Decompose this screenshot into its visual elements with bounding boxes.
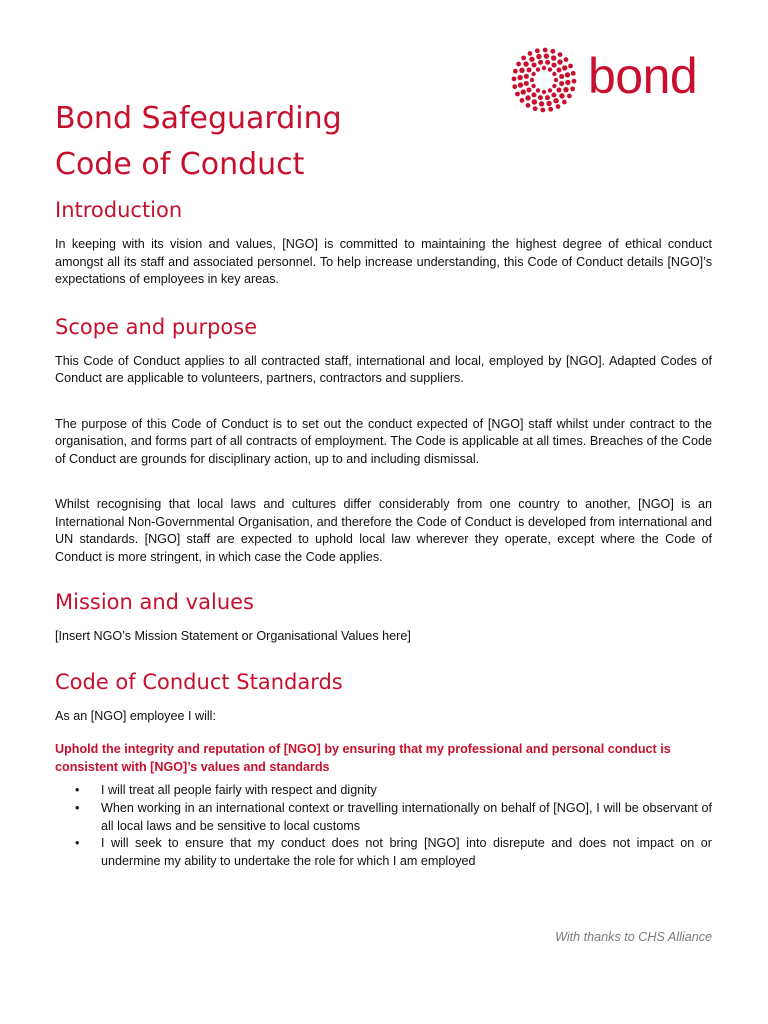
logo-dot [568, 64, 573, 69]
logo-dot [531, 72, 535, 76]
standards-bullet-list [55, 782, 712, 871]
logo-dot [529, 57, 534, 62]
logo-dot [513, 69, 518, 74]
logo-dot [545, 60, 550, 65]
logo-dot [557, 68, 562, 73]
logo-dot [532, 63, 537, 68]
logo-dot [527, 87, 532, 92]
logo-dot [519, 68, 524, 73]
title-line-1: Bond Safeguarding [55, 101, 342, 136]
logo-dot [517, 75, 522, 80]
logo-dot [536, 54, 541, 59]
bullet-icon: • [75, 836, 80, 851]
logo-dot [521, 56, 526, 61]
logo-dot [512, 84, 517, 89]
logo-dot [571, 71, 576, 76]
footer-credit: With thanks to CHS Alliance [555, 930, 712, 944]
logo-dot [548, 88, 552, 92]
logo-dot [535, 48, 540, 53]
logo-dot [557, 59, 562, 64]
title-line-2: Code of Conduct [55, 147, 305, 182]
logo-dot [564, 57, 569, 62]
logo-dot [542, 66, 546, 70]
logo-dot [552, 72, 556, 76]
logo-dot [528, 51, 533, 56]
paragraph-standards-intro: As an [NGO] employee I will: [55, 708, 216, 723]
logo-dot [542, 90, 546, 94]
logo-dot [548, 67, 552, 71]
heading-introduction: Introduction [55, 198, 183, 222]
logo-dot [565, 80, 570, 85]
logo-dot [524, 74, 529, 79]
logo-dot [554, 78, 558, 82]
paragraph-scope-1: This Code of Conduct applies to all contracted staff, international and local, employed by [NGO]. Adapted Codes of Conduct are applicable to volunteers, partners, contractors and suppliers. [55, 353, 712, 385]
logo-dot [559, 74, 564, 79]
bullet-icon: • [75, 783, 80, 797]
logo-dot [551, 55, 556, 60]
logo-dot [552, 63, 557, 68]
list-item-text: I will seek to ensure that my conduct does not bring [NGO] into disrepute and does not impact on or undermine my ability to undertake the role for which I am employed [101, 836, 712, 869]
paragraph-scope-3: Whilst recognising that local laws and cultures differ considerably from one country to another, [NGO] is an International Non-Governmental Organisation, and therefore the Code of Conduct is developed from international and UN standards. [NGO] staff are expected to uphold local law wherever they operate, except where the Code of Conduct is more stringent, in which case the Code applies. [55, 497, 712, 564]
logo-dot [530, 78, 534, 82]
logo-dot [518, 82, 523, 87]
logo-dot [523, 61, 528, 66]
logo-dot [536, 88, 540, 92]
paragraph-scope-2: The purpose of this Code of Conduct is to set out the conduct expected of [NGO] staff whilst under contract to the organisation, and forms part of all contracts of employment. The Code is applicable at all times. Breaches of the Code of Conduct are grounds for disciplinary action, up to and including dismissal. [55, 416, 712, 466]
logo-dot [570, 86, 575, 91]
list-item-text: When working in an international context or travelling internationally on behalf of [NGO], I will be observant of all local laws and be sensitive to local customs [101, 800, 712, 833]
logo-dot [544, 53, 549, 58]
bullet-icon: • [75, 800, 80, 815]
heading-code-of-conduct-standards: Code of Conduct Standards [55, 669, 343, 694]
logo-dot [531, 84, 535, 88]
logo-dot [550, 49, 555, 54]
logo-wordmark: bond [588, 48, 698, 104]
list-item [55, 835, 712, 871]
document-title [55, 96, 712, 188]
logo-dot [527, 67, 532, 72]
logo-dot [521, 89, 526, 94]
document-body [55, 96, 712, 871]
logo-dot [562, 65, 567, 70]
logo-dot [558, 52, 563, 57]
list-item [55, 800, 712, 836]
logo-dot [552, 84, 556, 88]
logo-dot [524, 81, 529, 86]
logo-dot [565, 72, 570, 77]
list-item-text: I will treat all people fairly with respect and dignity [101, 783, 377, 797]
logo-dot [512, 76, 517, 81]
logo-dot [559, 81, 564, 86]
logo-dot [556, 88, 561, 93]
list-item [55, 782, 712, 800]
logo-dot [538, 60, 543, 65]
paragraph-mission: [Insert NGO’s Mission Statement or Organisational Values here] [55, 629, 411, 643]
paragraph-introduction: In keeping with its vision and values, [NGO] is committed to maintaining the highest degree of ethical conduct amongst all its staff and associated personnel. To help increase understanding, this Code of Conduct details [NGO]’s expectations of employees in key areas. [55, 237, 712, 286]
heading-scope-and-purpose: Scope and purpose [55, 314, 258, 339]
logo-dot [572, 79, 577, 84]
logo-dot [516, 62, 521, 67]
heading-mission-and-values: Mission and values [55, 590, 254, 614]
logo-dot [543, 48, 548, 53]
standard-emphasis: Uphold the integrity and reputation of [NGO] by ensuring that my professional and personal conduct is consistent with [NGO]’s values and standards [55, 742, 671, 774]
logo-dot [563, 87, 568, 92]
logo-dot [536, 67, 540, 71]
